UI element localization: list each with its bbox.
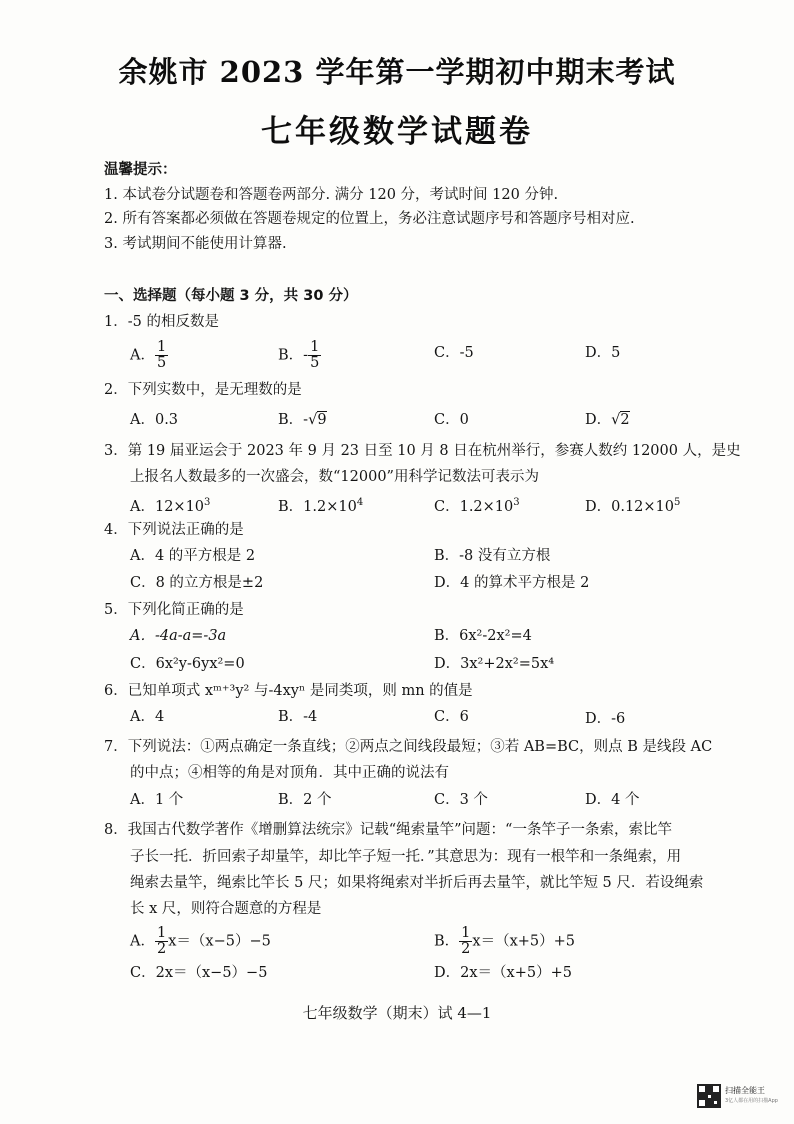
fraction <box>155 340 168 371</box>
question-7-option-c: C．3 个 <box>434 792 488 808</box>
question-4-option-d: D．4 的算术平方根是 2 <box>434 575 590 591</box>
question-7-stem-line-2: 的中点；④相等的角是对顶角．其中正确的说法有 <box>130 765 449 781</box>
question-6-stem: 6．已知单项式 xᵐ⁺³y² 与-4xyⁿ 是同类项，则 mn 的值是 <box>104 683 473 699</box>
question-5-option-d: D．3x²+2x²=5x⁴ <box>434 656 555 672</box>
notice-item-3: 3. 考试期间不能使用计算器. <box>104 236 287 252</box>
fraction-denominator: 2 <box>461 941 471 957</box>
radicand: 9 <box>317 412 327 428</box>
question-5-stem: 5．下列化简正确的是 <box>104 602 244 618</box>
question-7-option-b: B．2 个 <box>278 792 332 808</box>
question-6-option-a: A．4 <box>130 709 165 725</box>
question-8-stem-line-1: 8．我国古代数学著作《增删算法统宗》记载“绳索量竿”问题：“一条竿子一条索，索比竿 <box>104 822 672 838</box>
radicand: 2 <box>620 412 630 428</box>
question-4-option-c: C．8 的立方根是±2 <box>130 575 264 591</box>
question-7-stem-line-1: 7．下列说法：①两点确定一条直线；②两点之间线段最短；③若 AB=BC，则点 B 是线段 AC <box>104 739 713 755</box>
question-5-option-b: B．6x²-2x²=4 <box>434 628 532 644</box>
exponent: 4 <box>356 497 364 508</box>
exam-subtitle: 七年级数学试题卷 <box>261 114 533 150</box>
question-6-option-c: C．6 <box>434 709 469 725</box>
page-footer: 七年级数学（期末）试 4—1 <box>302 1004 492 1022</box>
question-3-stem-line-2: 上报名人数最多的一次盛会，数“12000”用科学记数法可表示为 <box>130 469 539 485</box>
sqrt-sign-icon: √ <box>308 412 318 428</box>
question-8-stem-line-3: 绳索去量竿，绳索比竿长 5 尺；如果将绳索对半折后再去量竿，就比竿短 5 尺．若设绳索 <box>130 875 704 891</box>
question-8-stem-line-2: 子长一托．折回索子却量竿，却比竿子短一托．”其意思为：现有一根竿和一条绳索，用 <box>130 849 682 865</box>
question-1-stem: 1．-5 的相反数是 <box>104 314 219 330</box>
question-3-stem-line-1: 3．第 19 届亚运会于 2023 年 9 月 23 日至 10 月 8 日在杭州举行，参赛人数约 12000 人，是史 <box>104 443 741 459</box>
question-2-option-a: A．0.3 <box>130 412 179 428</box>
fraction-denominator: 5 <box>310 355 320 371</box>
question-3-option-d <box>585 493 680 517</box>
notice-item-1: 1. 本试卷分试题卷和答题卷两部分. 满分 120 分，考试时间 120 分钟. <box>104 187 559 203</box>
fraction-numerator: 1 <box>156 925 167 941</box>
option-base: D．0.12×10 <box>585 498 675 515</box>
fraction <box>308 340 321 371</box>
question-8-option-d: D．2x＝（x+5）+5 <box>434 965 572 981</box>
question-3-option-b <box>278 493 363 517</box>
question-4-option-b: B．-8 没有立方根 <box>434 548 551 564</box>
sqrt-sign-icon: √ <box>611 412 621 428</box>
question-1-option-b <box>278 340 321 371</box>
option-base: C．1.2×10 <box>434 498 514 515</box>
watermark-brand: 扫描全能王 <box>725 1086 765 1095</box>
watermark-tagline: 3亿人都在用的扫描App <box>725 1098 778 1104</box>
fraction <box>459 926 472 957</box>
exponent: 5 <box>674 497 681 508</box>
option-label: A． <box>130 933 155 950</box>
option-base: B．1.2×10 <box>278 498 357 515</box>
question-7-option-d: D．4 个 <box>585 792 640 808</box>
question-1-option-c: C．-5 <box>434 345 474 361</box>
question-8-stem-line-4: 长 x 尺，则符合题意的方程是 <box>130 901 322 917</box>
fraction-denominator: 2 <box>156 941 167 957</box>
question-8-option-b <box>434 926 575 957</box>
option-base: A．12×10 <box>130 498 205 515</box>
question-4-stem: 4．下列说法正确的是 <box>104 522 244 538</box>
question-6-option-b: B．-4 <box>278 709 318 725</box>
exponent: 3 <box>204 497 211 508</box>
fraction-numerator: 1 <box>310 339 320 355</box>
exam-title: 余姚市 2023 学年第一学期初中期末考试 <box>118 55 676 89</box>
question-2-option-d <box>585 410 630 430</box>
question-1-option-d: D．5 <box>585 345 621 361</box>
question-3-option-c <box>434 493 520 517</box>
fraction-numerator: 1 <box>461 925 471 941</box>
notice-heading: 温馨提示： <box>104 161 177 178</box>
option-label: B．- <box>278 412 309 428</box>
question-5-option-c: C．6x²y-6yx²=0 <box>130 656 245 672</box>
option-label: B． <box>434 933 460 950</box>
fraction <box>155 926 168 957</box>
question-8-option-c: C．2x＝（x−5）−5 <box>130 965 268 981</box>
section-heading: 一、选择题（每小题 3 分，共 30 分） <box>104 288 358 304</box>
question-6-option-d: D．-6 <box>585 711 626 727</box>
fraction-numerator: 1 <box>156 339 167 355</box>
question-4-option-a: A．4 的平方根是 2 <box>130 548 256 564</box>
question-2-stem: 2．下列实数中，是无理数的是 <box>104 382 302 398</box>
option-label: B．- <box>278 347 309 364</box>
notice-item-2: 2. 所有答案都必须做在答题卷规定的位置上，务必注意试题序号和答题序号相对应. <box>104 211 635 227</box>
equation-rest: x＝（x+5）+5 <box>472 933 575 950</box>
question-1-option-a <box>130 340 168 371</box>
question-3-option-a <box>130 493 210 517</box>
exponent: 3 <box>513 497 520 508</box>
question-2-option-c: C．0 <box>434 412 469 428</box>
option-label: A． <box>130 347 155 364</box>
scanner-watermark <box>697 1084 777 1110</box>
question-2-option-b <box>278 410 327 430</box>
fraction-denominator: 5 <box>156 355 167 371</box>
qr-code-icon <box>697 1084 721 1108</box>
question-8-option-a <box>130 926 271 957</box>
question-7-option-a: A．1 个 <box>130 792 184 808</box>
option-label: D． <box>585 412 612 428</box>
question-5-option-a: A．-4a-a=-3a <box>130 628 227 644</box>
equation-rest: x＝（x−5）−5 <box>168 933 271 950</box>
